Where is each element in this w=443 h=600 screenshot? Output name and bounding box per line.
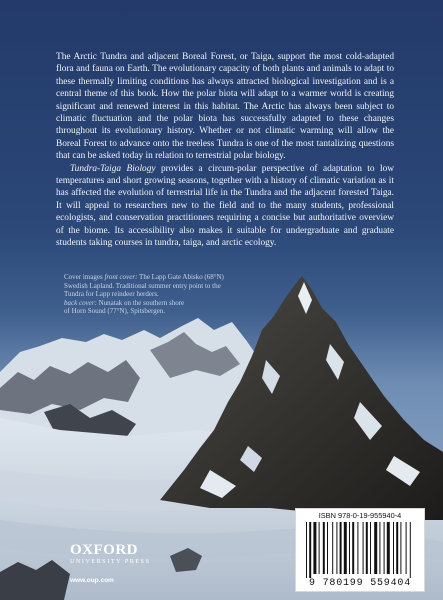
barcode-bar xyxy=(366,522,368,574)
cover-image-credits xyxy=(64,273,274,316)
barcode-bar xyxy=(323,522,325,574)
barcode-bar xyxy=(379,522,380,574)
barcode-bar xyxy=(336,522,337,574)
barcode-bar xyxy=(327,522,328,574)
barcode-bar xyxy=(374,522,377,574)
barcode-bar xyxy=(344,522,347,574)
credit-front-text: The Lapp Gate Abisko (68°N) xyxy=(137,273,224,281)
credit-back-label: back cover: xyxy=(64,298,97,307)
credit-line-1 xyxy=(64,273,274,282)
description-text xyxy=(56,51,394,250)
publisher-name: OXFORD xyxy=(70,542,138,558)
description-paragraph-2 xyxy=(56,163,394,250)
barcode-bars xyxy=(306,522,414,578)
book-title-italic: Tundra-Taiga Biology xyxy=(70,163,156,174)
barcode-bar xyxy=(370,522,371,574)
credit-line-2: Swedish Lapland. Traditional summer entry point to the xyxy=(64,281,221,290)
barcode-digits: 9 780199 559404 xyxy=(308,578,411,589)
barcode-bar xyxy=(396,522,398,574)
isbn-barcode-box xyxy=(295,508,425,592)
publisher-url: www.oup.com xyxy=(70,577,114,584)
barcode-bar xyxy=(410,522,411,578)
description-paragraph-1: The Arctic Tundra and adjacent Boreal Forest, or Taiga, support the most cold-adapted flora and fauna on Earth. The evolutionary capacity of both plants and animals to adapt to these thermally limiting conditions has always attracted biological investigation and is a central theme of this book. How the polar biota will adapt to a warmer world is creating significant and renewed interest in this habitat. The Arctic has always been subject to climatic fluctuation and the polar biota has successfully adapted to these changes throughout its evolutionary history. Whether or not climatic warming will allow the Boreal Forest to advance onto the treeless Tundra is one of the most tantalizing questions that can be asked today in relation to terrestrial polar biology. xyxy=(56,52,394,162)
credit-line-3: Tundra for Lapp reindeer herders. xyxy=(64,290,159,299)
credit-line-4 xyxy=(64,299,274,308)
credit-prefix: Cover images xyxy=(64,273,105,281)
barcode-bar xyxy=(332,522,333,574)
barcode-bar xyxy=(400,522,401,574)
barcode-bar xyxy=(393,522,394,574)
description-paragraph-2-rest: provides a circum-polar perspective of adaptation to low temperatures and short growing seasons, together with a history of climatic variation as it has affected the evolution of terrestrial life in the Tundra and the adjacent forested Taiga. It will appeal to researchers new to the field and to the many students, professional ecologists, and conservation practitioners requiring a concise but authoritative overview of the biome. Its accessibility also makes it suitable for undergraduate and graduate students taking courses in tundra, taiga, and arctic ecology. xyxy=(56,163,394,249)
isbn-label: ISBN 978-0-19-955940-4 xyxy=(318,511,402,520)
barcode-bar xyxy=(387,522,390,574)
credit-line-5: of Horn Sound (77°N), Spitsbergen. xyxy=(64,307,166,316)
publisher-subtitle: UNIVERSITY PRESS xyxy=(70,559,151,565)
barcode-bar xyxy=(384,522,385,574)
barcode-bar xyxy=(309,522,311,578)
barcode-bar xyxy=(306,522,307,578)
barcode-bar xyxy=(313,522,316,574)
credit-back-text: Nunatak on the southern shore xyxy=(96,298,185,307)
publisher-logo xyxy=(70,543,151,566)
barcode-bar xyxy=(357,522,358,574)
barcode-bar xyxy=(319,522,320,574)
barcode-bar xyxy=(363,522,364,574)
barcode-bar xyxy=(349,522,350,574)
barcode-bar xyxy=(352,522,354,574)
barcode-bar xyxy=(406,522,407,574)
barcode-bar xyxy=(340,522,342,574)
credit-front-label: front cover: xyxy=(104,273,138,281)
